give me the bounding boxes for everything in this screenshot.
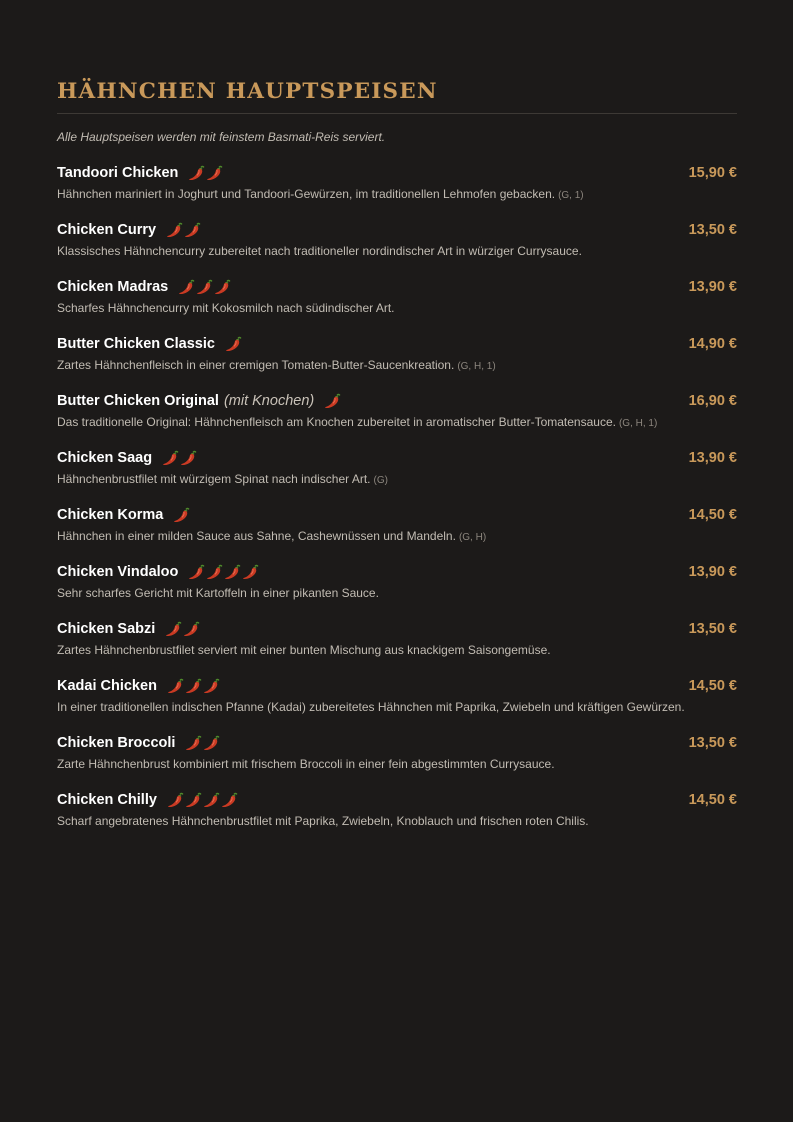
chili-pepper-icon	[184, 733, 203, 753]
dish-description: In einer traditionellen indischen Pfanne (Kadai) zubereitetes Hähnchen mit Paprika, Zwiebeln und kräftigen Gewürzen.	[57, 700, 685, 714]
dish-description: Hähnchenbrustfilet mit würzigem Spinat nach indischer Art.	[57, 472, 371, 486]
dish-description-line	[57, 187, 584, 201]
menu-item-header	[57, 220, 737, 240]
chili-pepper-icon	[166, 676, 185, 696]
dish-description-line	[57, 301, 394, 315]
menu-item-header	[57, 334, 737, 354]
dish-name: Chicken Curry	[57, 222, 157, 238]
dish-name: Chicken Sabzi	[57, 621, 156, 637]
dish-description-line	[57, 244, 582, 258]
chili-pepper-icon	[172, 505, 191, 525]
dish-price: 13,50 €	[688, 621, 737, 637]
dish-name: Chicken Vindaloo	[57, 564, 179, 580]
chili-pepper-icon	[223, 562, 242, 582]
chili-pepper-icon	[187, 163, 206, 183]
chili-pepper-icon	[165, 220, 184, 240]
chili-pepper-icon	[179, 448, 198, 468]
chili-pepper-icon	[166, 790, 185, 810]
dish-description: Zartes Hähnchenfleisch in einer cremigen Tomaten-Butter-Saucenkreation.	[57, 358, 455, 372]
dish-price: 14,50 €	[688, 678, 737, 694]
allergen-codes: (G, H)	[458, 532, 487, 543]
menu-item-header	[57, 790, 737, 810]
dish-description: Scharf angebratenes Hähnchenbrustfilet mit Paprika, Zwiebeln, Knoblauch und frischen roten Chilis.	[57, 814, 589, 828]
dish-name: Butter Chicken Classic	[57, 336, 215, 352]
menu-item	[57, 676, 737, 733]
chili-pepper-icon	[241, 562, 260, 582]
dish-description: Zartes Hähnchenbrustfilet serviert mit einer bunten Mischung aus knackigem Saisongemüse.	[57, 643, 551, 657]
dish-description-line	[57, 586, 379, 600]
menu-item	[57, 790, 737, 847]
dish-description: Hähnchen mariniert in Joghurt und Tandoori-Gewürzen, im traditionellen Lehmofen gebacken.	[57, 187, 556, 201]
menu-item-header	[57, 448, 737, 468]
chili-pepper-icon	[323, 391, 342, 411]
dish-price: 16,90 €	[688, 393, 737, 409]
spice-level	[323, 391, 341, 411]
dish-description-line	[57, 757, 555, 771]
menu-list	[57, 163, 737, 847]
menu-item-header	[57, 163, 737, 183]
menu-item	[57, 391, 737, 448]
menu-item	[57, 505, 737, 562]
dish-name: Butter Chicken Original	[57, 393, 219, 409]
chili-pepper-icon	[213, 277, 232, 297]
allergen-codes: (G, 1)	[558, 190, 584, 201]
spice-level	[161, 448, 197, 468]
chili-pepper-icon	[184, 790, 203, 810]
dish-name: Chicken Chilly	[57, 792, 157, 808]
menu-item-header	[57, 505, 737, 525]
dish-name: Tandoori Chicken	[57, 165, 179, 181]
allergen-codes: (G, H, 1)	[457, 361, 496, 372]
menu-item	[57, 277, 737, 334]
allergen-codes: (G, H, 1)	[618, 418, 658, 429]
title-divider	[57, 113, 737, 114]
dish-name: Chicken Madras	[57, 279, 169, 295]
section-title: HÄHNCHEN HAUPTSPEISEN	[57, 79, 438, 104]
dish-description-line	[57, 472, 388, 486]
dish-description: Klassisches Hähnchencurry zubereitet nach traditioneller nordindischer Art in würziger Currysauce.	[57, 244, 582, 258]
chili-pepper-icon	[187, 562, 206, 582]
dish-name: Chicken Saag	[57, 450, 153, 466]
dish-name: Chicken Korma	[57, 507, 164, 523]
dish-price: 13,90 €	[688, 450, 737, 466]
dish-price: 13,50 €	[688, 735, 737, 751]
spice-level	[187, 562, 259, 582]
allergen-codes: (G)	[373, 475, 388, 486]
chili-pepper-icon	[205, 562, 224, 582]
dish-description-line	[57, 814, 589, 828]
menu-item	[57, 619, 737, 676]
menu-item	[57, 163, 737, 220]
dish-price: 13,90 €	[688, 564, 737, 580]
menu-item	[57, 448, 737, 505]
dish-description-line	[57, 415, 657, 429]
dish-price: 13,90 €	[688, 279, 737, 295]
dish-description: Scharfes Hähnchencurry mit Kokosmilch nach südindischer Art.	[57, 301, 395, 315]
chili-pepper-icon	[184, 676, 203, 696]
chili-pepper-icon	[202, 790, 221, 810]
chili-pepper-icon	[224, 334, 243, 354]
section-intro: Alle Hauptspeisen werden mit feinstem Basmati-Reis serviert.	[57, 130, 386, 144]
chili-pepper-icon	[164, 619, 183, 639]
chili-pepper-icon	[202, 676, 221, 696]
menu-item-header	[57, 562, 737, 582]
dish-description-line	[57, 529, 486, 543]
chili-pepper-icon	[182, 619, 201, 639]
menu-item-header	[57, 619, 737, 639]
menu-item	[57, 220, 737, 277]
spice-level	[164, 619, 200, 639]
chili-pepper-icon	[220, 790, 239, 810]
dish-description: Zarte Hähnchenbrust kombiniert mit frischem Broccoli in einer fein abgestimmten Currysauce.	[57, 757, 555, 771]
menu-item-header	[57, 391, 737, 411]
dish-description-line	[57, 358, 496, 372]
dish-description-line	[57, 643, 551, 657]
dish-price: 14,50 €	[688, 792, 737, 808]
spice-level	[224, 334, 242, 354]
spice-level	[165, 220, 201, 240]
menu-item	[57, 562, 737, 619]
chili-pepper-icon	[205, 163, 224, 183]
spice-level	[187, 163, 223, 183]
chili-pepper-icon	[195, 277, 214, 297]
chili-pepper-icon	[202, 733, 221, 753]
chili-pepper-icon	[177, 277, 196, 297]
chili-pepper-icon	[183, 220, 202, 240]
dish-price: 13,50 €	[688, 222, 737, 238]
dish-name: Chicken Broccoli	[57, 735, 176, 751]
dish-price: 15,90 €	[688, 165, 737, 181]
chili-pepper-icon	[161, 448, 180, 468]
menu-item-header	[57, 676, 737, 696]
menu-item-header	[57, 277, 737, 297]
dish-description: Das traditionelle Original: Hähnchenfleisch am Knochen zubereitet in aromatischer Butter-Tomatensauce.	[57, 415, 616, 429]
spice-level	[184, 733, 220, 753]
dish-description: Hähnchen in einer milden Sauce aus Sahne, Cashewnüssen und Mandeln.	[57, 529, 456, 543]
spice-level	[166, 790, 238, 810]
menu-item	[57, 334, 737, 391]
spice-level	[172, 505, 190, 525]
menu-item	[57, 733, 737, 790]
dish-price: 14,90 €	[688, 336, 737, 352]
menu-item-header	[57, 733, 737, 753]
spice-level	[177, 277, 231, 297]
dish-price: 14,50 €	[688, 507, 737, 523]
dish-description: Sehr scharfes Gericht mit Kartoffeln in einer pikanten Sauce.	[57, 586, 379, 600]
dish-description-line	[57, 700, 685, 714]
spice-level	[166, 676, 220, 696]
dish-note: (mit Knochen)	[223, 393, 315, 409]
dish-name: Kadai Chicken	[57, 678, 157, 694]
